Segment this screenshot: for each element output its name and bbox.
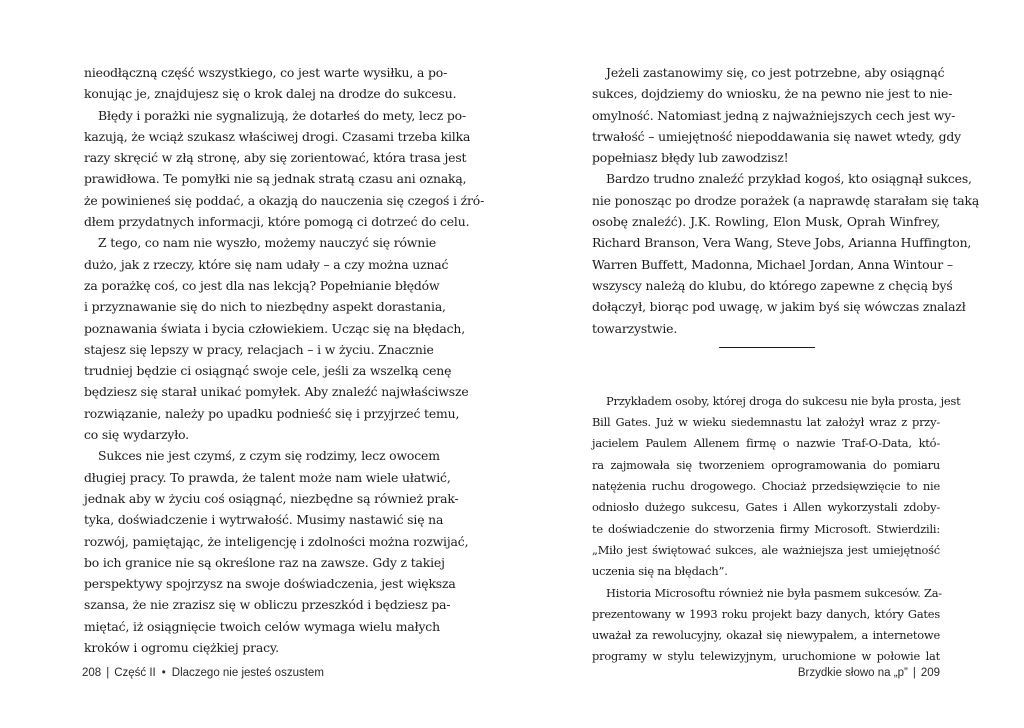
text-line: i przyznawanie się do nich to niezbędny aspekt dorastania, [84, 299, 446, 315]
text-line: szansa, że nie zrazisz się w obliczu przeszkód i będziesz pa- [84, 597, 451, 613]
text-line: poznawania świata i bycia człowiekiem. Ucząc się na błędach, [84, 320, 466, 336]
text-line: omylność. Natomiast jedną z najważniejszych cech jest wy- [592, 107, 956, 123]
right-page-number: 209 [920, 667, 940, 679]
text-line: osobę znaleźć). J.K. Rowling, Elon Musk, Oprah Winfrey, [592, 214, 940, 230]
text-line: Sukces nie jest czymś, z czym się rodzimy, lecz owocem [98, 448, 440, 464]
text-line: odniosło dużego sukcesu, Gates i Allen wykorzystali zdoby- [592, 500, 940, 515]
text-line: rozwój, pamiętając, że inteligencję i zdolności można rozwijać, [84, 533, 469, 549]
text-line: dłem przydatnych informacji, które pomogą ci dotrzeć do celu. [84, 214, 470, 230]
text-line: bo ich granice nie są określone raz na zawsze. Gdy z takiej [84, 554, 445, 570]
left-page-text [84, 62, 485, 658]
footer-bullet: • [161, 667, 166, 679]
text-line: towarzystwie. [592, 320, 678, 336]
right-page-footer [798, 667, 940, 679]
text-line: kazują, że wciąż szukasz właściwej drogi. Czasami trzeba kilka [84, 128, 471, 144]
text-line: sukces, dojdziemy do wniosku, że na pewno nie jest to nie- [592, 86, 953, 102]
text-line: uczenia się na błędach”. [592, 564, 728, 579]
footer-chapter-title: Dlaczego nie jesteś oszustem [171, 667, 324, 679]
text-line: stajesz się lepszy w pracy, relacjach – i w życiu. Znacznie [84, 341, 434, 357]
left-page-footer [82, 667, 324, 679]
text-line: długiej pracy. To prawda, że talent może nam wiele ułatwić, [84, 469, 451, 485]
text-line: Przykładem osoby, której droga do sukcesu nie była prosta, jest [606, 393, 961, 408]
text-line: tyka, doświadczenie i wytrwałość. Musimy nastawić się na [84, 512, 444, 528]
text-line: jednak aby w życiu coś osiągnąć, niezbędne są również prak- [84, 490, 459, 506]
section-separator-rule [719, 347, 815, 348]
text-line: miętać, iż osiągnięcie twoich celów wymaga wielu małych [84, 618, 440, 634]
right-page-text [592, 62, 980, 668]
footer-part: Część II [114, 667, 156, 679]
text-line: razy skręcić w złą stronę, aby się zorientować, która trasa jest [84, 150, 467, 166]
text-line: prezentowany w 1993 roku projekt bazy danych, który Gates [592, 606, 940, 621]
text-line: popełniasz błędy lub zawodzisz! [592, 150, 789, 166]
text-line: dużo, jak z rzeczy, które się nam udały – a czy można uznać [84, 256, 449, 272]
text-line: jacielem Paulem Allenem firmę o nazwie Traf-O-Data, któ- [592, 436, 940, 451]
text-line: „Miło jest świętować sukces, ale ważniejsza jest umiejętność [592, 542, 940, 557]
text-line: nieodłączną część wszystkiego, co jest warte wysiłku, a po- [84, 65, 448, 80]
text-line: rozwiązanie, należy po upadku podnieść się i przyjrzeć temu, [84, 405, 460, 421]
text-line: Warren Buffett, Madonna, Michael Jordan, Anna Wintour – [592, 256, 953, 272]
text-line: te doświadczenie do stworzenia firmy Microsoft. Stwierdzili: [592, 521, 940, 536]
text-line: ra zajmowała się tworzeniem oprogramowania do pomiaru [592, 457, 940, 472]
text-line: dołączył, biorąc pod uwagę, w jakim byś się wówczas znalazł [592, 299, 966, 315]
text-line: Bill Gates. Już w wieku siedemnastu lat założył wraz z przy- [592, 415, 940, 430]
footer-chapter-title: Brzydkie słowo na „p” [797, 667, 908, 679]
left-page-number: 208 [82, 667, 102, 679]
text-line: za porażkę coś, co jest dla nas lekcją? Popełnianie błędów [84, 277, 440, 293]
text-line: programy w stylu telewizyjnym, uruchomione w połowie lat [592, 649, 940, 664]
text-line: Bardzo trudno znaleźć przykład kogoś, kto osiągnął sukces, [606, 171, 972, 187]
text-line: trudniej będzie ci osiągnąć swoje cele, jeśli za wszelką cenę [84, 363, 452, 379]
text-line: trwałość – umiejętność niepoddawania się nawet wtedy, gdy [592, 128, 961, 144]
right-page-sidebar-text [592, 391, 961, 668]
text-line: kroków i ogromu ciężkiej pracy. [84, 640, 279, 656]
text-line: nie ponosząc po drodze porażek (a naprawdę starałam się taką [592, 192, 980, 208]
text-line: co się wydarzyło. [84, 427, 189, 443]
footer-divider: | [912, 667, 916, 679]
text-line: Richard Branson, Vera Wang, Steve Jobs, Arianna Huffington, [592, 235, 972, 251]
text-line: uważał za rewolucyjny, okazał się niewypałem, a internetowe [592, 628, 940, 643]
text-line: perspektywy spojrzysz na swoje doświadczenia, jest większa [84, 576, 456, 592]
text-line: prawidłowa. Te pomyłki nie są jednak stratą czasu ani oznaką, [84, 171, 467, 187]
text-line: Historia Microsoftu również nie była pasmem sukcesów. Za- [606, 585, 942, 600]
text-line: konując je, znajdujesz się o krok dalej na drodze do sukcesu. [84, 86, 457, 102]
text-line: wszyscy należą do klubu, do którego zapewne z chęcią byś [592, 277, 953, 293]
text-line: natężenia ruchu drogowego. Chociaż przedsięwzięcie to nie [592, 479, 940, 494]
text-line: Jeżeli zastanowimy się, co jest potrzebne, aby osiągnąć [606, 65, 945, 80]
footer-divider: | [106, 667, 110, 679]
text-line: Błędy i porażki nie sygnalizują, że dotarłeś do mety, lecz po- [98, 107, 467, 123]
text-line: Z tego, co nam nie wyszło, możemy nauczyć się równie [98, 235, 437, 251]
text-line: będziesz się starał unikać pomyłek. Aby znaleźć najwłaściwsze [84, 384, 469, 400]
text-line: że powinieneś się poddać, a okazją do nauczenia się czegoś i źró- [84, 192, 485, 208]
right-page-main-text [592, 62, 980, 339]
